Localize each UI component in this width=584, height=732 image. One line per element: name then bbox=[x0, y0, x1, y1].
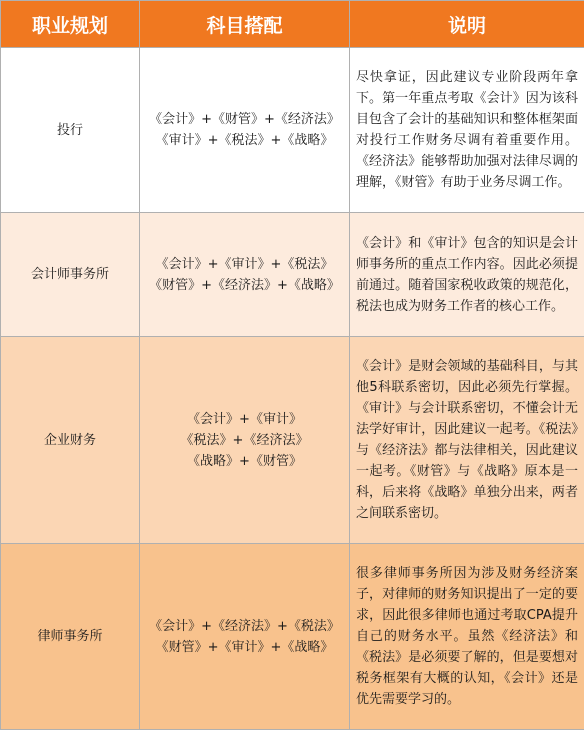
subjects-cell bbox=[140, 48, 350, 213]
career-cell: 企业财务 bbox=[1, 337, 140, 544]
table-row bbox=[1, 213, 584, 337]
subjects-line: 《会计》+《审计》 bbox=[187, 411, 302, 427]
subjects-line: 《财管》+《审计》+《战略》 bbox=[155, 639, 334, 655]
table-row bbox=[1, 48, 584, 213]
description-cell: 《会计》和《审计》包含的知识是会计师事务所的重点工作内容。因此必须提前通过。随着国家税收政策的规范化，税法也成为财务工作者的核心工作。 bbox=[350, 213, 584, 337]
career-cell: 会计师事务所 bbox=[1, 213, 140, 337]
subjects-line: 《税法》+《经济法》 bbox=[180, 432, 309, 448]
subjects-line: 《会计》+《经济法》+《税法》 bbox=[149, 618, 340, 634]
header-row bbox=[1, 1, 584, 48]
subjects-line: 《会计》+《审计》+《税法》 bbox=[155, 256, 334, 272]
header-description: 说明 bbox=[350, 1, 584, 48]
table-row bbox=[1, 337, 584, 544]
subjects-line: 《财管》+《经济法》+《战略》 bbox=[149, 277, 340, 293]
subjects-cell bbox=[140, 544, 350, 730]
career-cell: 律师事务所 bbox=[1, 544, 140, 730]
subjects-line: 《审计》+《税法》+《战略》 bbox=[155, 133, 334, 148]
header-career-plan: 职业规划 bbox=[1, 1, 140, 48]
description-cell: 尽快拿证，因此建议专业阶段两年拿下。第一年重点考取《会计》因为该科目包含了会计的基础知识和整体框架面对投行工作财务尽调有着重要作用。《经济法》能够帮助加强对法律尽调的理解，《财管》有助于业务尽调工作。 bbox=[350, 48, 584, 213]
subjects-line: 《战略》+《财管》 bbox=[187, 453, 302, 469]
table-row bbox=[1, 544, 584, 730]
subjects-cell bbox=[140, 213, 350, 337]
career-cell: 投行 bbox=[1, 48, 140, 213]
header-subject-combo: 科目搭配 bbox=[140, 1, 350, 48]
description-cell: 很多律师事务所因为涉及财务经济案子，对律师的财务知识提出了一定的要求，因此很多律师也通过考取CPA提升自己的财务水平。虽然《经济法》和《税法》是必须要了解的，但是要想对税务框架有大概的认知，《会计》还是优先需要学习的。 bbox=[350, 544, 584, 730]
subjects-cell bbox=[140, 337, 350, 544]
description-cell: 《会计》是财会领域的基础科目，与其他5科联系密切，因此必须先行掌握。《审计》与会计联系密切，不懂会计无法学好审计，因此建议一起考。《税法》与《经济法》都与法律相关，因此建议一起考。《财管》与《战略》原本是一科，后来将《战略》单独分出来，两者之间联系密切。 bbox=[350, 337, 584, 544]
subjects-line: 《会计》+《财管》+《经济法》 bbox=[149, 112, 340, 127]
